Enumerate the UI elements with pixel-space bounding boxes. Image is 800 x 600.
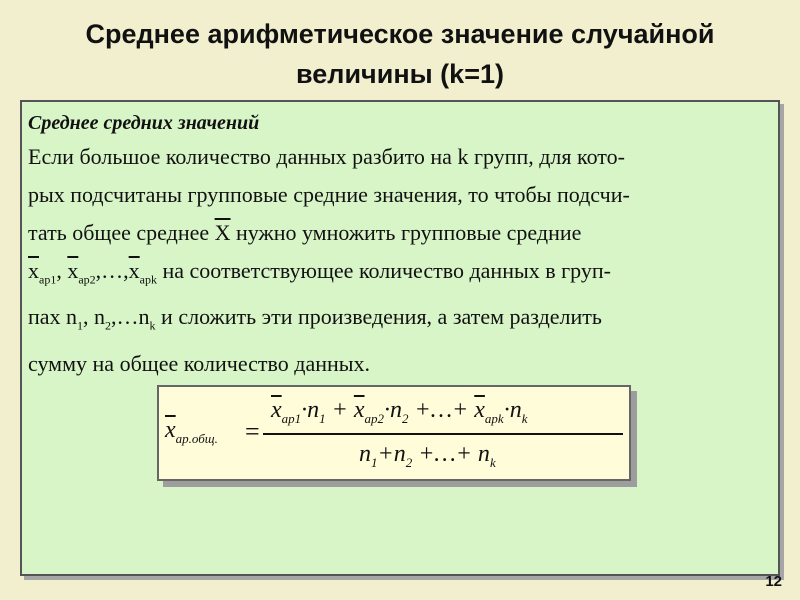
group-mean-k: $\overline{x}$	[128, 258, 140, 283]
lhs-sub: ар.общ.	[175, 430, 218, 446]
title-line-2: величины (k=1)	[296, 59, 504, 89]
num-t2: ·n	[384, 397, 403, 423]
text-line-4	[28, 252, 768, 298]
formula-denominator	[359, 441, 496, 471]
title-line-1: Среднее арифметическое значение случайной	[85, 19, 715, 49]
num-plus2: +…+	[408, 397, 475, 423]
line5-d: и сложить эти произведения, а затем разделить	[155, 304, 602, 330]
formula-lhs	[165, 417, 218, 447]
num-s1: ap1	[281, 410, 302, 426]
text-line-2: рых подсчитаны групповые средние значения, то чтобы подсчи-	[28, 182, 630, 207]
line5-c: ,…n	[111, 304, 150, 330]
formula-box	[157, 385, 631, 481]
line5-s3: k	[149, 318, 156, 333]
num-n2: 2	[402, 410, 409, 426]
line5-s1: 1	[77, 318, 84, 333]
fraction-line	[263, 433, 623, 435]
num-s2: ap2	[364, 410, 385, 426]
den-s1: 1	[371, 454, 378, 470]
num-s3: apk	[484, 410, 504, 426]
group-mean-1: $\overline{x}$	[28, 258, 39, 283]
text-line-5	[28, 298, 768, 344]
line5-b: , n	[83, 304, 106, 330]
group-mean-2: $\overline{x}$	[67, 258, 79, 283]
group-mean-k-sub: apk	[139, 272, 157, 287]
group-mean-2-sub: ap2	[78, 272, 96, 287]
den-s2: 2	[405, 454, 413, 470]
text-line-3b: нужно умножить групповые средние	[236, 220, 582, 245]
num-t3: ·n	[503, 397, 522, 423]
text-line-6: сумму на общее количество данных.	[28, 350, 371, 376]
slide-title	[0, 14, 800, 94]
num-x1: $\overline{x}$	[271, 397, 282, 423]
den-a: n	[359, 441, 371, 467]
den-c: +…+ n	[412, 441, 490, 467]
line5-a: пах n	[28, 304, 78, 330]
sep-2: ,…,	[95, 258, 129, 283]
text-line-1: Если большое количество данных разбито на k групп, для кото-	[28, 144, 625, 169]
body-text	[28, 108, 768, 383]
num-n3: k	[521, 410, 528, 426]
den-b: +n	[377, 441, 406, 467]
lhs-var: $\overline{x}$	[165, 417, 176, 443]
text-line-4-tail: на соответствующее количество данных в груп-	[156, 258, 611, 283]
num-plus1: +	[325, 397, 354, 423]
text-line-3a: тать общее среднее	[28, 220, 210, 245]
sep-1: ,	[56, 258, 68, 283]
num-x3: $\overline{x}$	[474, 397, 485, 423]
num-t1: ·n	[301, 397, 320, 423]
formula-numerator	[271, 397, 527, 427]
den-s3: k	[489, 454, 496, 470]
page-number: 12	[765, 573, 782, 590]
subheading: Среднее средних значений	[28, 112, 260, 134]
num-x2: $\overline{x}$	[353, 397, 365, 423]
line5-s2: 2	[105, 318, 112, 333]
equals-sign: =	[245, 417, 260, 446]
group-mean-1-sub: ap1	[39, 272, 57, 287]
text-line-3	[28, 214, 768, 252]
num-n1: 1	[319, 410, 326, 426]
overall-mean-symbol: $\overline{X}$	[214, 220, 231, 245]
